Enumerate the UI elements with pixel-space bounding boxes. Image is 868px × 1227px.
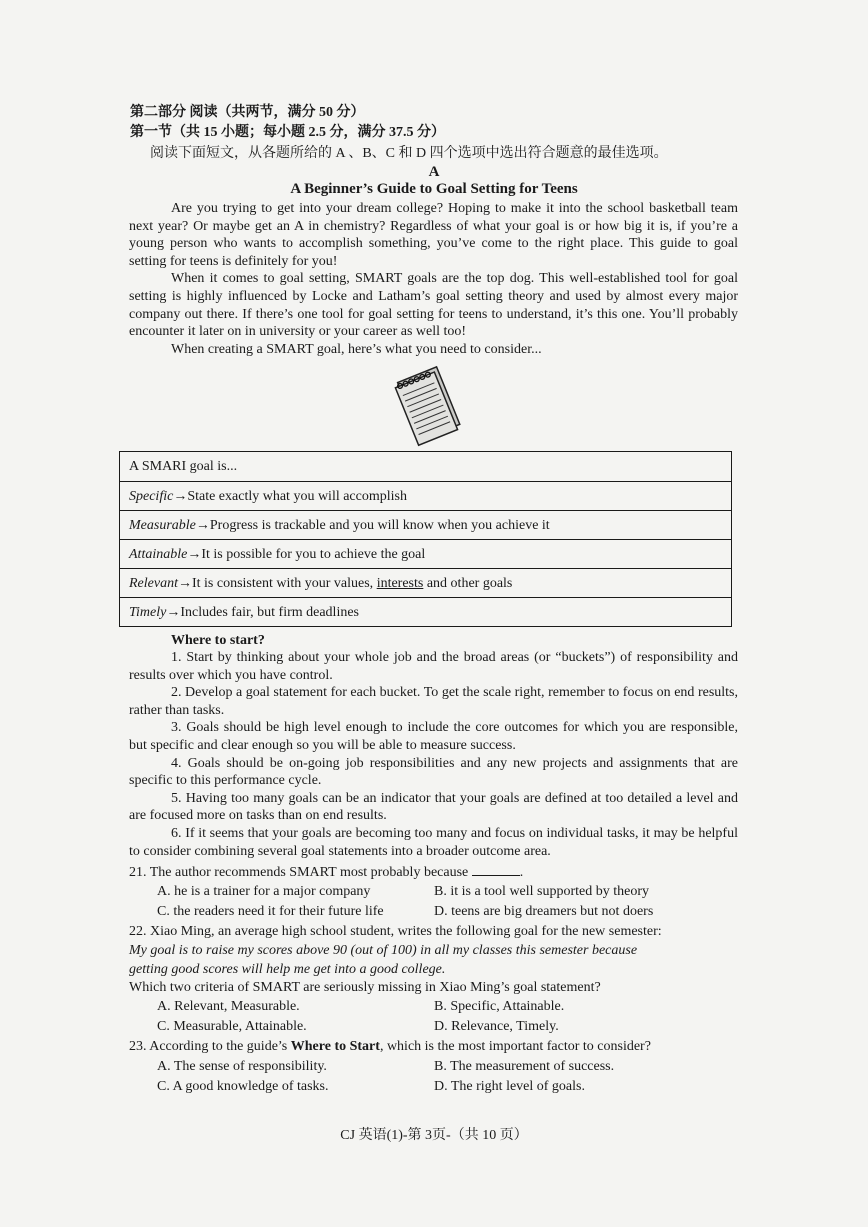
smart-table-heading: A SMARI goal is...: [129, 459, 238, 474]
q23-option-a[interactable]: A. The sense of responsibility.: [157, 1059, 327, 1074]
smart-desc: It is consistent with your values,: [191, 576, 377, 591]
q21-stem-end: .: [519, 865, 524, 880]
q22-ask: Which two criteria of SMART are seriously missing in Xiao Ming’s goal statement?: [129, 980, 601, 995]
q23-option-b[interactable]: B. The measurement of success.: [434, 1059, 615, 1074]
q21-stem: [129, 863, 523, 881]
passage-paragraph-2: When it comes to goal setting, SMART goals are the top dog. This well-established tool for goal setting is highly influenced by Locke and Latham’s goal setting theory and used by almost every major company out there. If there’s one tool for goal setting for teens to understand, it’s this one. You’ll probably encounter it later on in university or your career as well too!: [129, 271, 738, 340]
q22-quote-line1: My goal is to raise my scores above 90 (out of 100) in all my classes this semester because: [129, 943, 638, 958]
where-item: 1. Start by thinking about your whole job and the broad areas (or “buckets”) of responsibility and results over which you have control.: [129, 650, 738, 683]
smart-table: [119, 451, 732, 627]
smart-term: Specific: [129, 489, 174, 504]
q23-option-c[interactable]: C. A good knowledge of tasks.: [157, 1079, 329, 1094]
where-heading: Where to start?: [171, 633, 265, 648]
smart-desc-underlined: interests: [376, 576, 424, 591]
passage-paragraph-3: When creating a SMART goal, here’s what you need to consider...: [171, 341, 542, 357]
smart-term: Timely: [129, 605, 167, 620]
passage-body: [129, 200, 738, 358]
where-item: 5. Having too many goals can be an indicator that your goals are defined at too detailed a level and are focused more on tasks than on end results.: [129, 790, 738, 824]
where-item: 4. Goals should be on-going job responsibilities and any new projects and assignments that are specific to this performance cycle.: [129, 755, 738, 789]
smart-desc: Progress is trackable and you will know when you achieve it: [209, 518, 550, 533]
where-item: 3. Goals should be high level enough to include the core outcomes for which you are responsible, but specific and clear enough so you will be able to measure success.: [129, 720, 738, 753]
part-heading: 第二部分 阅读（共两节，满分 50 分）: [130, 105, 365, 120]
smart-term: Measurable: [129, 518, 196, 533]
q22-option-c[interactable]: C. Measurable, Attainable.: [157, 1019, 307, 1034]
where-list: [129, 649, 738, 860]
q23-stem-text: 23. According to the guide’s: [129, 1039, 291, 1054]
smart-desc: Includes fair, but firm deadlines: [180, 605, 360, 620]
smart-row-specific: [120, 481, 731, 510]
q22-option-b[interactable]: B. Specific, Attainable.: [434, 999, 565, 1014]
notebook-icon: [390, 358, 470, 450]
q22-option-d[interactable]: D. Relevance, Timely.: [434, 1019, 559, 1034]
q21-option-b[interactable]: B. it is a tool well supported by theory: [434, 884, 650, 899]
section-heading: 第一节（共 15 小题；每小题 2.5 分，满分 37.5 分）: [130, 125, 445, 140]
smart-row-timely: [120, 597, 731, 626]
passage-paragraph-1: Are you trying to get into your dream college? Hoping to make it into the school basketball team next year? Or maybe get an A in chemistry? Regardless of what your goal is or how big it is, if you’re a young person who wants to accomplish something, you’ve come to the right place. This guide to goal setting for teens is definitely for you!: [129, 201, 738, 269]
arrow-icon: →: [177, 576, 192, 591]
where-item: 6. If it seems that your goals are becoming too many and focus on individual tasks, it may be helpful to consider combining several goal statements into a broader outcome area.: [129, 825, 738, 859]
passage-letter: A: [428, 164, 440, 180]
arrow-icon: →: [166, 605, 181, 620]
smart-term: Relevant: [129, 576, 178, 591]
arrow-icon: →: [187, 547, 202, 562]
q23-stem-bold: Where to Start: [290, 1039, 380, 1054]
q21-option-d[interactable]: D. teens are big dreamers but not doers: [434, 904, 654, 919]
q22-option-a[interactable]: A. Relevant, Measurable.: [157, 999, 300, 1014]
smart-row-relevant: [120, 568, 731, 597]
smart-term: Attainable: [129, 547, 188, 562]
smart-desc: and other goals: [423, 576, 513, 591]
smart-desc: State exactly what you will accomplish: [187, 489, 407, 504]
arrow-icon: →: [173, 489, 188, 504]
q23-stem: [129, 1038, 651, 1055]
passage-title: A Beginner’s Guide to Goal Setting for Teens: [290, 181, 578, 197]
instruction-text: 阅读下面短文，从各题所给的 A 、B、C 和 D 四个选项中选出符合题意的最佳选项。: [150, 146, 668, 161]
smart-desc: It is possible for you to achieve the goal: [201, 547, 426, 562]
q22-stem: 22. Xiao Ming, an average high school student, writes the following goal for the new semester:: [129, 924, 662, 939]
smart-row-measurable: [120, 510, 731, 539]
arrow-icon: →: [195, 518, 210, 533]
q23-option-d[interactable]: D. The right level of goals.: [434, 1079, 585, 1094]
q21-stem-text: 21. The author recommends SMART most probably because: [129, 865, 472, 880]
q23-stem-end: , which is the most important factor to consider?: [379, 1039, 651, 1054]
where-item: 2. Develop a goal statement for each bucket. To get the scale right, remember to focus on end results, rather than tasks.: [129, 685, 738, 718]
page-footer: CJ 英语(1)-第 3页-（共 10 页）: [340, 1128, 528, 1143]
q21-option-c[interactable]: C. the readers need it for their future life: [157, 904, 384, 919]
answer-blank: [472, 863, 520, 876]
q22-quote-line2: getting good scores will help me get into a good college.: [129, 962, 446, 977]
q21-option-a[interactable]: A. he is a trainer for a major company: [157, 884, 371, 899]
smart-row-attainable: [120, 539, 731, 568]
